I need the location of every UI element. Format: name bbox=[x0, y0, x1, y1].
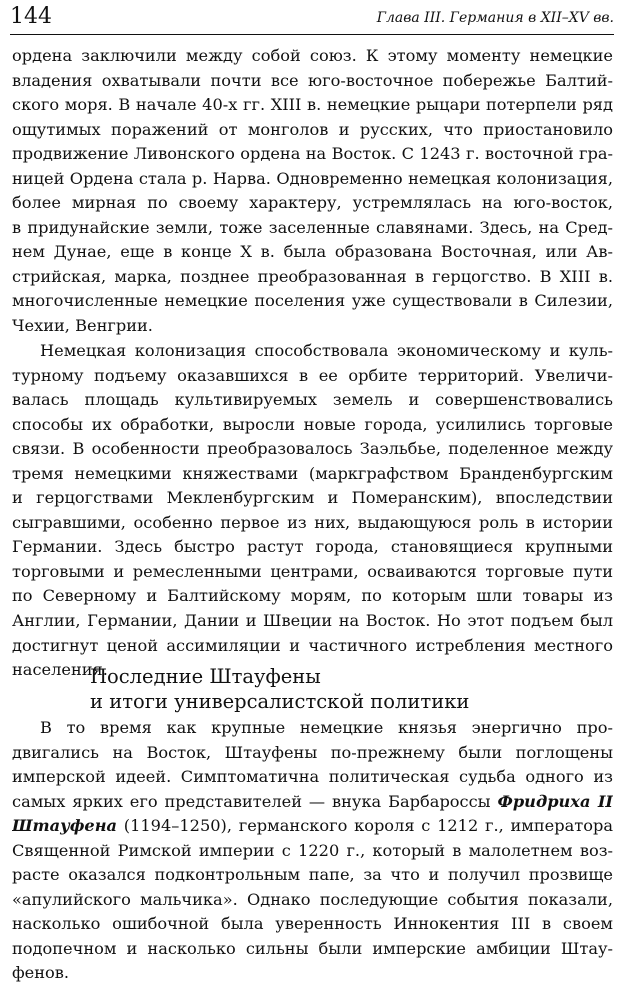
text-line: торговыми и ремесленными центрами, осваиваются торговые пути bbox=[12, 561, 613, 581]
text-line: по Северному и Балтийскому морям, по которым шли товары из bbox=[12, 586, 613, 606]
section-heading-line-2: и итоги универсалистской политики bbox=[90, 690, 470, 713]
text-line: Священной Римской империи с 1220 г., который в малолетнем воз- bbox=[12, 840, 613, 860]
text-line: В то время как крупные немецкие князья энергично про- bbox=[40, 718, 613, 737]
text-line: фенов. bbox=[12, 963, 70, 983]
text-line: владения охватывали почти все юго-восточное побережье Балтий- bbox=[12, 70, 613, 90]
text-line: достигнут ценой ассимиляции и частичного истребления местного bbox=[12, 635, 613, 655]
text-line: «апулийского мальчика». Однако последующие события показали, bbox=[12, 889, 613, 909]
text-line: насколько ошибочной была уверенность Иннокентия III в своем bbox=[12, 914, 613, 934]
text-line: продвижение Ливонского ордена на Восток. С 1243 г. восточной гра- bbox=[12, 144, 613, 164]
text-line: турному подъему оказавшихся в ее орбите территорий. Увеличи- bbox=[12, 365, 613, 385]
text-line: тремя немецкими княжествами (маркграфством Бранденбургским bbox=[12, 463, 613, 483]
text-line: способы их обработки, выросли новые города, усилились торговые bbox=[12, 414, 613, 434]
text-line: населения. bbox=[12, 660, 108, 680]
section-heading-line-1: Последние Штауфены bbox=[90, 665, 321, 688]
text-line: Германии. Здесь быстро растут города, становящиеся крупными bbox=[12, 537, 613, 557]
text-line: ницей Ордена стала р. Нарва. Одновременно немецкая колонизация, bbox=[12, 168, 613, 188]
text-line: Чехии, Венгрии. bbox=[12, 316, 153, 336]
text-line: подопечном и насколько сильны были имперские амбиции Штау- bbox=[12, 938, 613, 958]
paragraph-1 bbox=[12, 44, 613, 339]
text-line: многочисленные немецкие поселения уже существовали в Силезии, bbox=[12, 291, 613, 311]
text-line: Англии, Германии, Дании и Швеции на Восток. Но этот подъем был bbox=[12, 611, 613, 631]
text-line-with-name bbox=[12, 814, 613, 839]
text-line: ощутимых поражений от монголов и русских, что приостановило bbox=[12, 119, 613, 139]
text-line: ордена заключили между собой союз. К этому моменту немецкие bbox=[12, 46, 613, 65]
page-number: 144 bbox=[10, 4, 52, 29]
text-line: нем Дунае, еще в конце X в. была образована Восточная, или Ав- bbox=[12, 242, 613, 262]
person-name-emphasis: Штауфена bbox=[12, 816, 118, 836]
paragraph-2 bbox=[12, 339, 613, 683]
paragraph-3 bbox=[12, 716, 613, 986]
text-line-with-name bbox=[12, 790, 613, 815]
text-line: в придунайские земли, тоже заселенные славянами. Здесь, на Сред- bbox=[12, 217, 613, 237]
text-line: двигались на Восток, Штауфены по-прежнему были поглощены bbox=[12, 742, 613, 762]
text-line: Немецкая колонизация способствовала экономическому и куль- bbox=[40, 341, 613, 360]
text-line: сыгравшими, особенно первое из них, выдающуюся роль в истории bbox=[12, 512, 613, 532]
text-line: ского моря. В начале 40-х гг. XIII в. немецкие рыцари потерпели ряд bbox=[12, 95, 613, 115]
person-name-emphasis: Фридриха II bbox=[497, 791, 613, 811]
header-rule bbox=[10, 34, 614, 35]
text-line: и герцогствами Мекленбургским и Померанским), впоследствии bbox=[12, 488, 613, 508]
running-title: Глава III. Германия в XII–XV вв. bbox=[376, 10, 614, 26]
text-run: (1194–1250), германского короля с 1212 г., императора bbox=[117, 816, 613, 836]
text-line: более мирная по своему характеру, устремлялась на юго-восток, bbox=[12, 193, 613, 213]
page-header bbox=[10, 2, 614, 32]
text-line: связи. В особенности преобразовалось Заэльбье, поделенное между bbox=[12, 439, 613, 459]
section-heading bbox=[90, 664, 610, 714]
text-line: имперской идеей. Симптоматична политическая судьба одного из bbox=[12, 767, 613, 787]
text-line: валась площадь культивируемых земель и совершенствовались bbox=[12, 390, 613, 410]
text-line: расте оказался подконтрольным папе, за что и получил прозвище bbox=[12, 865, 613, 885]
text-run: самых ярких его представителей — внука Барбароссы bbox=[12, 791, 498, 811]
text-line: стрийская, марка, позднее преобразованная в герцогство. В XIII в. bbox=[12, 266, 613, 286]
